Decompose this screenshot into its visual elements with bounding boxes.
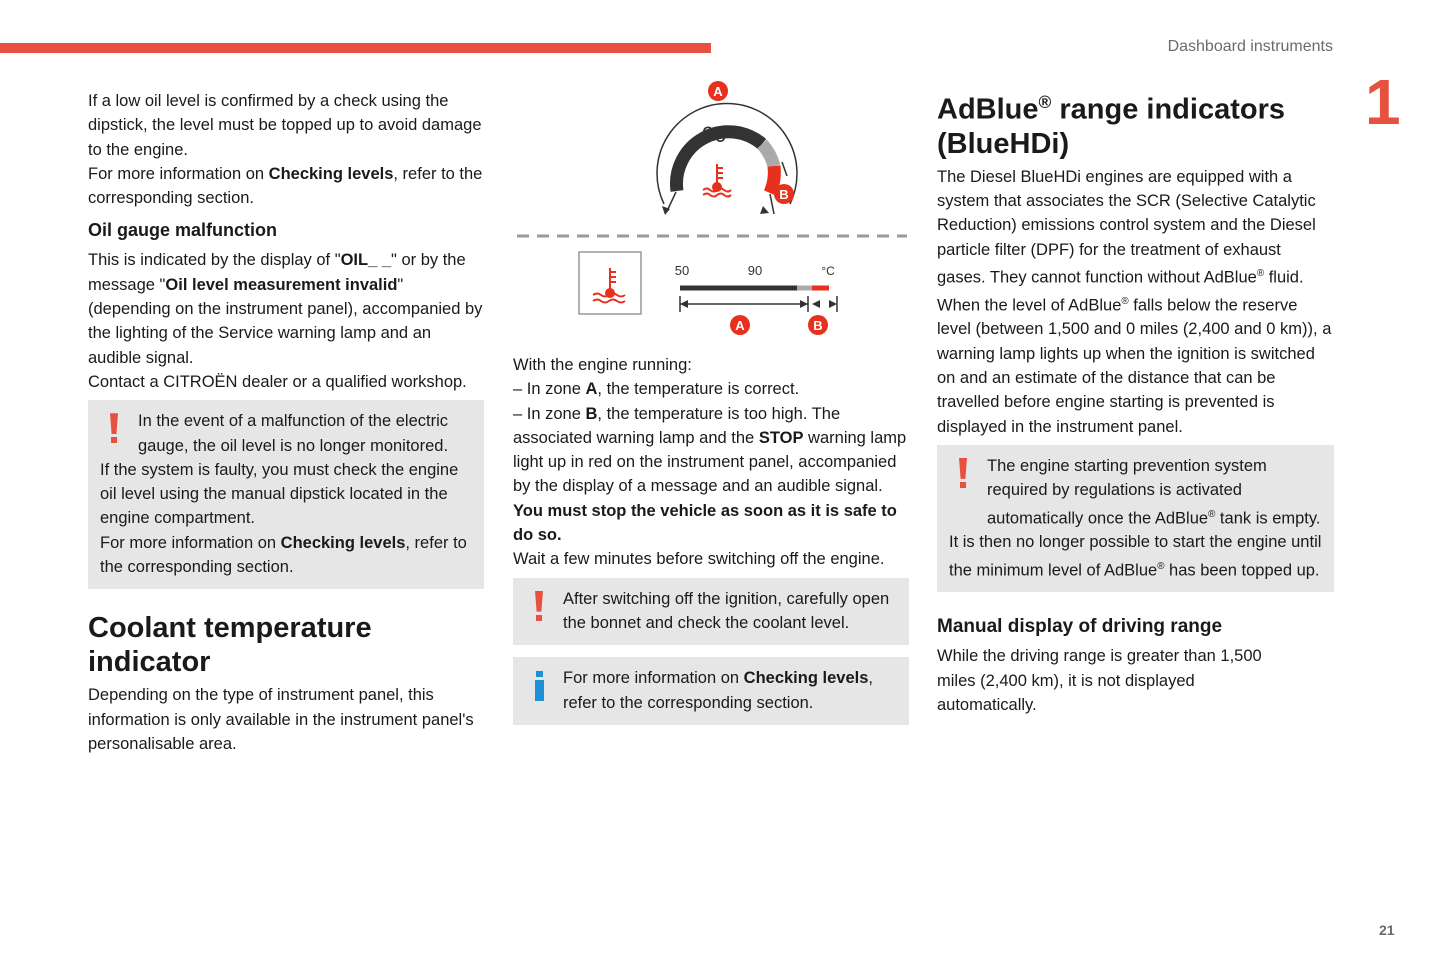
text: , refer to the corresponding section.: [88, 164, 483, 208]
link-checking-levels: Checking levels: [280, 533, 406, 552]
heading-coolant-temperature: Coolant temperature indicator: [88, 612, 372, 679]
paragraph-wait: Wait a few minutes before switching off the engine.: [513, 550, 885, 569]
svg-text:A: A: [713, 84, 723, 99]
warning-text-1: [949, 454, 1322, 530]
scale-unit: °C: [821, 264, 835, 278]
paragraph-stop-vehicle: [513, 499, 909, 548]
stop-instruction: You must stop the vehicle as soon as it is safe to do so.: [513, 501, 897, 545]
warning-text-2: [949, 530, 1322, 582]
registered-mark: ®: [1256, 267, 1265, 279]
heading-manual-display: Manual display of driving range: [937, 616, 1223, 638]
page-number: 21: [1379, 922, 1395, 938]
text: has been topped up.: [1164, 561, 1320, 580]
left-column: [88, 89, 486, 756]
warning-box-adblue: [937, 445, 1334, 592]
svg-text:A: A: [735, 318, 745, 333]
svg-text:B: B: [813, 318, 823, 333]
badge-zone-a: [708, 81, 728, 101]
text: , refer to the corresponding section.: [563, 669, 873, 712]
heading-oil-gauge-malfunction: Oil gauge malfunction: [88, 220, 278, 241]
text: – In zone: [513, 380, 586, 399]
paragraph-oil-malfunction: [88, 248, 486, 369]
header-accent-bar: [0, 43, 711, 53]
scale-badge-b: [808, 315, 828, 335]
section-label: Dashboard instruments: [1167, 38, 1333, 55]
scale-label-90: 90: [747, 263, 763, 278]
right-column: [937, 85, 1334, 717]
text: , the temperature is correct.: [597, 380, 800, 399]
text: The Diesel BlueHDi engines are equipped with a system that associates the SCR (Selective Catalytic Reduction) emissions control system and the Diesel particle filter (DPF) for the treatment of exhaust gases. They cannot function without AdBlue: [937, 167, 1316, 287]
text: , refer to the corresponding section.: [100, 533, 467, 577]
scale-badge-a: [730, 315, 750, 335]
text: fluid.: [1264, 268, 1304, 287]
paragraph-bluehdi: [937, 165, 1334, 290]
paragraph-more-info: [88, 162, 486, 211]
text: , the temperature is too high. The associated warning lamp and the: [513, 404, 841, 447]
text: For more information on: [563, 669, 744, 688]
warning-text: After switching off the ignition, carefully open the bonnet and check the coolant level.: [563, 589, 890, 632]
badge-zone-b: [774, 184, 794, 204]
text: " (depending on the instrument panel), accompanied by the lighting of the Service warning lamp and an audible signal.: [88, 275, 483, 367]
text: When the level of AdBlue: [937, 296, 1122, 315]
text: – In zone: [513, 404, 586, 423]
text: AdBlue: [937, 93, 1039, 126]
paragraph-contact-dealer: Contact a CITROËN dealer or a qualified workshop.: [88, 372, 467, 391]
text: tank is empty.: [1215, 509, 1321, 528]
zone-label: A: [585, 380, 598, 399]
text: This is indicated by the display of ": [88, 251, 341, 270]
warning-text-2: If the system is faulty, you must check the engine oil level using the manual dipstick located in the engine compartment.: [100, 460, 459, 528]
registered-mark: ®: [1208, 508, 1216, 520]
dial-label: 90°: [702, 122, 736, 147]
warning-icon: [959, 458, 967, 490]
dial-coolant-icon: [703, 164, 731, 197]
coolant-temperature-diagram: [512, 76, 912, 346]
registered-mark: ®: [1038, 92, 1052, 112]
link-checking-levels: Checking levels: [268, 164, 394, 183]
zone-label: B: [585, 404, 598, 423]
dial-red-arc: [770, 166, 774, 193]
warning-text-3: [100, 531, 472, 580]
chapter-number: 1: [1365, 66, 1401, 138]
warning-text-1: In the event of a malfunction of the electric gauge, the oil level is no longer monitored.: [138, 412, 449, 455]
warning-box-oil: [88, 400, 484, 589]
text: range indicators (BlueHDi): [937, 93, 1285, 160]
dial-grey-arc: [762, 144, 774, 166]
oil-invalid-message: Oil level measurement invalid: [165, 275, 398, 294]
info-icon: [535, 671, 544, 701]
registered-mark: ®: [1157, 560, 1165, 572]
warning-icon: [110, 413, 118, 445]
oil-display-code: OIL_ _: [340, 251, 392, 270]
info-box-coolant: [513, 657, 909, 725]
paragraph-zone-a: [513, 377, 909, 401]
text: It is then no longer possible to start the engine until the minimum level of AdBlue: [949, 533, 1322, 580]
paragraph-coolant: Depending on the type of instrument panel, this information is only available in the instrument panel's personalisable area.: [88, 686, 474, 753]
paragraph-reserve-level: [937, 290, 1334, 439]
text: For more information on: [88, 164, 269, 183]
text: " or by the message ": [88, 251, 466, 294]
middle-column: [513, 353, 909, 725]
paragraph-manual-display: While the driving range is greater than 1,500 miles (2,400 km), it is not displayed automatically.: [937, 647, 1262, 714]
paragraph-zone-b: [513, 402, 909, 499]
heading-adblue-range: [937, 85, 1334, 161]
registered-mark: ®: [1121, 295, 1129, 307]
paragraph-low-oil: If a low oil level is confirmed by a check using the dipstick, the level must be topped up to avoid damage to the engine.: [88, 92, 482, 159]
text: warning lamp light up in red on the instrument panel, accompanied by the display of a message and an audible signal.: [513, 428, 907, 496]
scale-label-50: 50: [674, 263, 690, 278]
svg-text:B: B: [779, 187, 789, 202]
text: The engine starting prevention system required by regulations is activated automatically once the AdBlue: [987, 456, 1267, 528]
paragraph-engine-running: With the engine running:: [513, 356, 692, 374]
warning-icon: [535, 591, 543, 623]
info-text: [525, 666, 897, 715]
text: For more information on: [100, 533, 281, 552]
warning-box-coolant: [513, 578, 909, 646]
link-checking-levels: Checking levels: [743, 669, 869, 688]
text: falls below the reserve level (between 1,500 and 0 miles (2,400 and 0 km)), a warning lamp lights up when the ignition is switched on and an estimate of the distance that can be travelled before engine starting is prevented is displayed in the instrument panel.: [937, 296, 1332, 436]
stop-label: STOP: [758, 428, 804, 447]
